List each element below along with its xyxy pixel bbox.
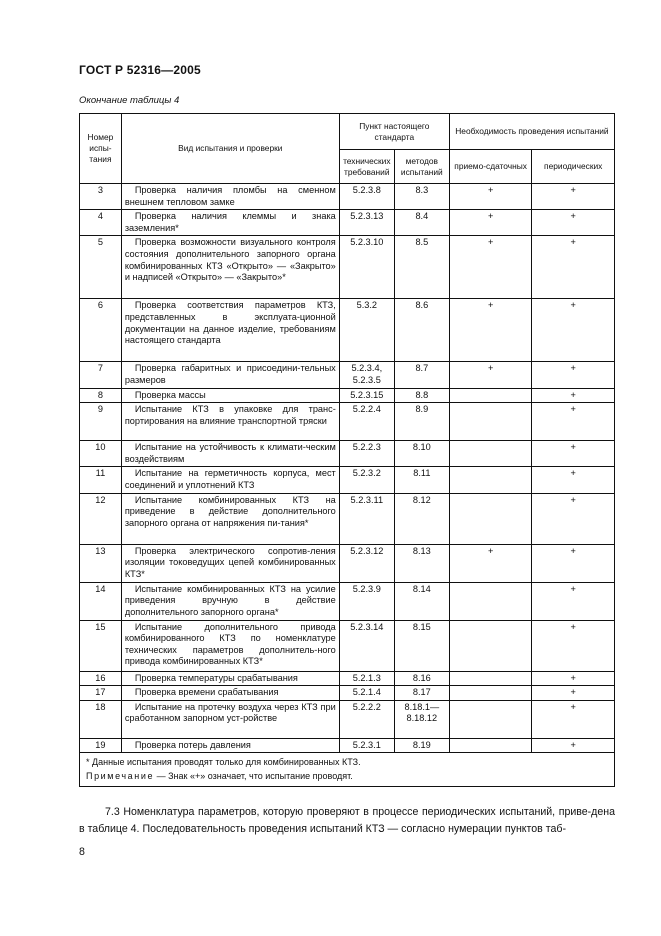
row-periodic-mark: + — [532, 236, 615, 299]
row-tech-req: 5.2.3.10 — [339, 236, 394, 299]
row-acceptance-mark — [449, 493, 532, 544]
row-periodic-mark: + — [532, 671, 615, 686]
header-acceptance: приемо-сдаточных — [449, 150, 532, 184]
row-tech-req: 5.2.3.14 — [339, 620, 394, 671]
row-tech-req: 5.2.3.12 — [339, 544, 394, 582]
row-acceptance-mark: + — [449, 544, 532, 582]
row-acceptance-mark — [449, 671, 532, 686]
row-tech-req: 5.2.2.2 — [339, 700, 394, 738]
header-test-methods: методов испытаний — [394, 150, 449, 184]
row-number: 18 — [80, 700, 122, 738]
row-acceptance-mark — [449, 441, 532, 467]
row-test-method: 8.19 — [394, 738, 449, 753]
row-test-method: 8.18.1— 8.18.12 — [394, 700, 449, 738]
row-tech-req: 5.2.3.4, 5.2.3.5 — [339, 362, 394, 388]
row-number: 17 — [80, 686, 122, 701]
row-acceptance-mark — [449, 738, 532, 753]
table-row — [80, 184, 615, 210]
header-tech-req: технических требований — [339, 150, 394, 184]
row-periodic-mark: + — [532, 467, 615, 493]
row-test-name: Испытание дополнительного привода комбинированного КТЗ по номенклатуре технических параметров дополнитель-ного привода комбинированных КТЗ* — [121, 620, 339, 671]
row-number: 6 — [80, 299, 122, 362]
row-periodic-mark: + — [532, 299, 615, 362]
row-test-method: 8.4 — [394, 210, 449, 236]
header-test-type: Вид испытания и проверки — [121, 114, 339, 184]
row-test-name: Испытание на герметичность корпуса, мест соединений и уплотнений КТЗ — [121, 467, 339, 493]
body-paragraph: 7.3 Номенклатура параметров, которую проверяют в процессе периодических испытаний, приве-дена в таблице 4. Последовательность проведения испытаний КТЗ — согласно нумерации пунктов таб- — [79, 806, 615, 835]
header-periodic: периодических — [532, 150, 615, 184]
row-number: 9 — [80, 403, 122, 441]
row-number: 4 — [80, 210, 122, 236]
header-necessity: Необходимость проведения испытаний — [449, 114, 614, 150]
footnote-text: * Данные испытания проводят только для комбинированных КТЗ. — [86, 757, 361, 768]
table-row — [80, 236, 615, 299]
row-test-method: 8.13 — [394, 544, 449, 582]
table-row — [80, 299, 615, 362]
row-number: 13 — [80, 544, 122, 582]
row-test-name: Испытание на протечку воздуха через КТЗ при сработанном запорном уст-ройстве — [121, 700, 339, 738]
row-tech-req: 5.2.2.4 — [339, 403, 394, 441]
table-row — [80, 738, 615, 753]
row-periodic-mark: + — [532, 184, 615, 210]
row-periodic-mark: + — [532, 403, 615, 441]
table-row — [80, 362, 615, 388]
row-tech-req: 5.2.2.3 — [339, 441, 394, 467]
row-number: 10 — [80, 441, 122, 467]
row-number: 11 — [80, 467, 122, 493]
note-text: — Знак «+» означает, что испытание проводят. — [154, 771, 353, 782]
row-periodic-mark: + — [532, 210, 615, 236]
row-acceptance-mark: + — [449, 299, 532, 362]
row-number: 5 — [80, 236, 122, 299]
table-row — [80, 582, 615, 620]
row-periodic-mark: + — [532, 362, 615, 388]
row-test-name: Проверка габаритных и присоедини-тельных размеров — [121, 362, 339, 388]
row-acceptance-mark: + — [449, 362, 532, 388]
row-acceptance-mark — [449, 686, 532, 701]
row-periodic-mark: + — [532, 582, 615, 620]
row-periodic-mark: + — [532, 738, 615, 753]
row-tech-req: 5.2.3.13 — [339, 210, 394, 236]
row-test-method: 8.12 — [394, 493, 449, 544]
table-row — [80, 467, 615, 493]
row-test-method: 8.3 — [394, 184, 449, 210]
row-acceptance-mark — [449, 582, 532, 620]
row-test-name: Проверка наличия пломбы на сменном внешнем тепловом замке — [121, 184, 339, 210]
test-table — [79, 113, 615, 787]
row-tech-req: 5.2.3.15 — [339, 388, 394, 403]
row-number: 16 — [80, 671, 122, 686]
note-line — [86, 769, 608, 783]
row-test-method: 8.15 — [394, 620, 449, 671]
row-acceptance-mark: + — [449, 184, 532, 210]
row-test-name: Испытание КТЗ в упаковке для транс-портирования на влияние транспортной тряски — [121, 403, 339, 441]
table-row — [80, 544, 615, 582]
document-code-header: ГОСТ Р 52316—2005 — [79, 63, 201, 77]
note-label: Примечание — [86, 771, 155, 782]
table-row — [80, 403, 615, 441]
table-row — [80, 700, 615, 738]
row-test-name: Проверка массы — [121, 388, 339, 403]
row-acceptance-mark — [449, 620, 532, 671]
row-tech-req: 5.2.3.1 — [339, 738, 394, 753]
row-number: 7 — [80, 362, 122, 388]
row-periodic-mark: + — [532, 441, 615, 467]
row-acceptance-mark — [449, 700, 532, 738]
row-periodic-mark: + — [532, 544, 615, 582]
row-acceptance-mark: + — [449, 210, 532, 236]
row-periodic-mark: + — [532, 620, 615, 671]
row-test-method: 8.8 — [394, 388, 449, 403]
row-number: 3 — [80, 184, 122, 210]
row-number: 15 — [80, 620, 122, 671]
row-test-method: 8.17 — [394, 686, 449, 701]
row-number: 8 — [80, 388, 122, 403]
row-number: 14 — [80, 582, 122, 620]
row-periodic-mark: + — [532, 686, 615, 701]
row-number: 19 — [80, 738, 122, 753]
row-tech-req: 5.2.3.9 — [339, 582, 394, 620]
row-test-name: Проверка температуры срабатывания — [121, 671, 339, 686]
row-periodic-mark: + — [532, 493, 615, 544]
row-test-name: Проверка времени срабатывания — [121, 686, 339, 701]
row-acceptance-mark — [449, 467, 532, 493]
table-row — [80, 493, 615, 544]
row-test-method: 8.10 — [394, 441, 449, 467]
row-test-name: Проверка потерь давления — [121, 738, 339, 753]
row-test-method: 8.14 — [394, 582, 449, 620]
row-acceptance-mark — [449, 403, 532, 441]
table-body — [80, 184, 615, 753]
footnote-cell — [80, 753, 615, 787]
row-acceptance-mark: + — [449, 236, 532, 299]
row-test-name: Испытание на устойчивость к климати-ческим воздействиям — [121, 441, 339, 467]
row-test-method: 8.9 — [394, 403, 449, 441]
row-test-name: Проверка возможности визуального контроля состояния дополнительного запорного органа комбинированных КТЗ «Открыто» — «Закрыто» и надписей «Открыто» — «Закрыто»* — [121, 236, 339, 299]
header-num: Номер испы-тания — [80, 114, 122, 184]
row-periodic-mark: + — [532, 388, 615, 403]
row-tech-req: 5.2.3.8 — [339, 184, 394, 210]
row-test-name: Проверка электрического сопротив-ления изоляции токоведущих цепей комбинированных КТЗ* — [121, 544, 339, 582]
row-test-method: 8.16 — [394, 671, 449, 686]
page-number: 8 — [79, 846, 85, 858]
table-row — [80, 671, 615, 686]
table-row — [80, 686, 615, 701]
table-row — [80, 441, 615, 467]
table-row — [80, 620, 615, 671]
row-test-method: 8.5 — [394, 236, 449, 299]
table-footnotes — [80, 753, 615, 787]
row-tech-req: 5.2.1.3 — [339, 671, 394, 686]
row-test-name: Испытание комбинированных КТЗ на приведение в действие дополнительного запорного органа от напряжения пи-тания* — [121, 493, 339, 544]
row-test-name: Проверка соответствия параметров КТЗ, представленных в эксплуата-ционной документации на данное изделие, требованиям настоящего стандарта — [121, 299, 339, 362]
row-test-method: 8.7 — [394, 362, 449, 388]
row-tech-req: 5.2.1.4 — [339, 686, 394, 701]
row-number: 12 — [80, 493, 122, 544]
table-head — [80, 114, 615, 184]
table-row — [80, 388, 615, 403]
row-tech-req: 5.2.3.11 — [339, 493, 394, 544]
row-test-method: 8.6 — [394, 299, 449, 362]
header-standard-clause: Пункт настоящего стандарта — [339, 114, 449, 150]
row-periodic-mark: + — [532, 700, 615, 738]
table-row — [80, 210, 615, 236]
row-tech-req: 5.3.2 — [339, 299, 394, 362]
table-caption: Окончание таблицы 4 — [79, 95, 180, 106]
row-acceptance-mark — [449, 388, 532, 403]
row-test-name: Проверка наличия клеммы и знака заземления* — [121, 210, 339, 236]
row-test-method: 8.11 — [394, 467, 449, 493]
row-tech-req: 5.2.3.2 — [339, 467, 394, 493]
row-test-name: Испытание комбинированных КТЗ на усилие приведения вручную в действие дополнительного запорного органа* — [121, 582, 339, 620]
